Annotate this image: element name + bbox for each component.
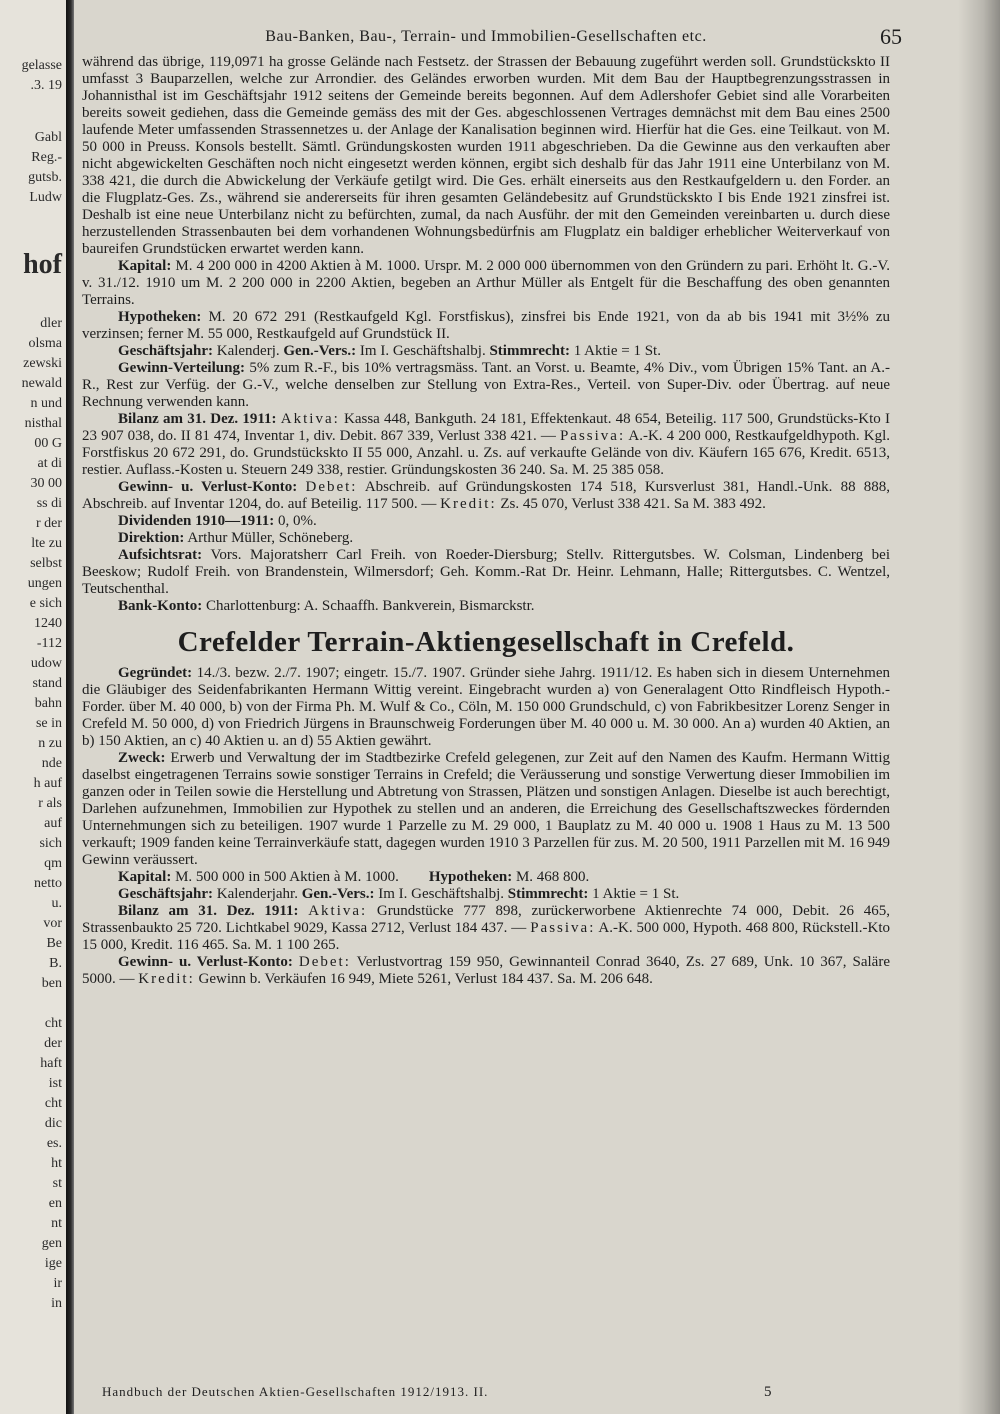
kapital-text: M. 4 200 000 in 4200 Aktien à M. 1000. Urspr. M. 2 000 000 übernommen von den Gründern zu pari. Erhöht lt. G.-V. v. 31./12. 1910 um M. 2 200 000 in 2200 Aktien, begeben an Arthur Müller als Entgelt für die Beschaffung des oben genannten Terrains. <box>82 258 891 308</box>
bankkonto-label: Bank-Konto: <box>118 598 203 614</box>
adjacent-page-fragment: 00 G <box>34 436 62 451</box>
adjacent-page-fragment: olsma <box>28 336 62 351</box>
adjacent-page-fragment: zewski <box>23 356 62 371</box>
adjacent-page-fragment: udow <box>30 656 62 671</box>
guv-label: Gewinn- u. Verlust-Konto: <box>118 479 298 495</box>
gewinnverteilung-paragraph <box>82 360 890 411</box>
adjacent-page-fragment: u. <box>51 896 62 911</box>
adjacent-page-fragment: sich <box>39 836 62 851</box>
guv-paragraph <box>82 954 890 988</box>
adjacent-page-fragment: ss di <box>36 496 62 511</box>
company-heading: Crefelder Terrain-Aktiengesellschaft in Crefeld. <box>177 626 795 658</box>
gewinnverteilung-text: 5% zum R.-F., bis 10% vertragsmäss. Tant. an Vorst. u. Beamte, 4% Div., vom Übrigen 15% Tant. an A.-R., Rest zur Verfüg. der G.-V., welche denselben zur Stellung von Extra-Res., Verteil. von Super-Div. oder Übertrag. auf neue Rechnung verwenden kann. <box>82 360 890 410</box>
adjacent-page-strip <box>0 0 66 1414</box>
adjacent-page-fragment: Ludw <box>29 190 62 205</box>
stimmrecht-text: 1 Aktie = 1 St. <box>592 886 680 902</box>
page-number: 65 <box>880 24 902 49</box>
adjacent-page-fragment: der <box>44 1036 62 1051</box>
geschaeftsjahr-paragraph <box>82 886 890 903</box>
bilanz-paragraph <box>82 411 890 479</box>
gegruendet-paragraph <box>82 665 890 750</box>
stimmrecht-label: Stimmrecht: <box>507 886 589 902</box>
adjacent-page-fragment: en <box>48 1196 62 1211</box>
zweck-label: Zweck: <box>118 750 166 766</box>
adjacent-page-fragment: h auf <box>33 776 62 791</box>
gewinnverteilung-label: Gewinn-Verteilung: <box>118 360 245 376</box>
hypotheken-text: M. 20 672 291 (Restkaufgeld Kgl. Forstfiskus), zinsfrei bis Ende 1921, von da ab bis 1941 mit 3½% zu verzinsen; ferner M. 55 000, Restkaufgeld auf Grundstück II. <box>82 309 890 342</box>
adjacent-page-fragment: lte zu <box>31 536 62 551</box>
adjacent-page-fragment: B. <box>49 956 62 971</box>
adjacent-page-fragment: gelasse <box>21 58 62 73</box>
direktion-label: Direktion: <box>118 530 185 546</box>
debet-label: Debet: <box>298 954 351 970</box>
adjacent-page-fragment: n und <box>30 396 62 411</box>
book-gutter <box>66 0 74 1414</box>
stimmrecht-label: Stimmrecht: <box>489 343 570 359</box>
dividenden-text: 0, 0%. <box>278 513 317 529</box>
adjacent-page-fragment: ben <box>41 976 62 991</box>
footer-text: Handbuch der Deutschen Aktien-Gesellschaften 1912/1913. II. <box>102 1384 489 1399</box>
bilanz-label: Bilanz am 31. Dez. 1911: <box>118 411 277 427</box>
adjacent-page-fragment: ist <box>48 1076 62 1091</box>
adjacent-page-fragment: newald <box>21 376 62 391</box>
kapital-text: M. 500 000 in 500 Aktien à M. 1000. <box>175 869 399 885</box>
adjacent-page-fragment: haft <box>40 1056 62 1071</box>
previous-company-entry <box>82 54 890 615</box>
adjacent-page-fragment: nisthal <box>24 416 62 431</box>
passiva-label: Passiva: <box>559 428 626 444</box>
aktiva-label: Aktiva: <box>308 903 368 919</box>
kapital-label: Kapital: <box>118 869 172 885</box>
genvers-label: Gen.-Vers.: <box>283 343 357 359</box>
adjacent-page-fragment: ige <box>44 1256 62 1271</box>
page-footer <box>82 1384 890 1404</box>
debet-text: Verlustvortrag 159 950, Gewinnanteil Conrad 3640, Zs. 27 689, Unk. 10 367, Saläre 5000. — <box>82 954 890 987</box>
aktiva-text: Kassa 448, Bankguth. 24 181, Effektenkaut. 48 654, Beteilig. 117 500, Grundstücks-Kto I 23 907 038, do. II 81 474, Inventar 1, div. Debit. 867 339, Verlust 338 421. — <box>82 411 891 444</box>
aufsichtsrat-paragraph <box>82 547 890 598</box>
hypotheken-text: M. 468 800. <box>515 869 590 885</box>
running-title: Bau-Banken, Bau-, Terrain- und Immobilien-Gesellschaften etc. <box>265 28 707 45</box>
passiva-text: A.-K. 4 200 000, Restkaufgeldhypoth. Kgl. Forstfiskus 20 672 291, do. Grundstückskto II 55 000, Anzahl. u. Zs. auf verkaufte Gelände von div. Käufern 165 676, Kredit. 6513, restier. Auflass.-Kosten u. Steuern 249 338, restier. Gründungskosten 36 240. Sa. M. 25 385 058. <box>82 428 890 478</box>
passiva-label: Passiva: <box>530 920 596 936</box>
adjacent-page-fragment: 1240 <box>34 616 62 631</box>
adjacent-page-fragment: Gabl <box>34 130 62 145</box>
debet-label: Debet: <box>305 479 358 495</box>
adjacent-page-fragment: dic <box>44 1116 62 1131</box>
hypotheken-paragraph <box>82 309 890 343</box>
bilanz-label: Bilanz am 31. Dez. 1911: <box>118 903 299 919</box>
adjacent-page-fragment: at di <box>37 456 62 471</box>
footer-signature: 5 <box>764 1384 773 1400</box>
passiva-text: A.-K. 500 000, Hypoth. 468 800, Rückstell.-Kto 15 000, Kredit. 116 465. Sa. M. 1 100 265. <box>82 920 891 953</box>
adjacent-page-fragment: Be <box>46 936 62 951</box>
hypotheken-label: Hypotheken: <box>118 309 202 325</box>
kredit-label: Kredit: <box>440 496 497 512</box>
bankkonto-text: Charlottenburg: A. Schaaffh. Bankverein, Bismarckstr. <box>205 598 535 614</box>
adjacent-page-fragment: selbst <box>30 556 62 571</box>
geschaeftsjahr-text: Kalenderjahr. <box>216 886 298 902</box>
kredit-text: Zs. 45 070, Verlust 338 421. Sa M. 383 492. <box>500 496 766 512</box>
adjacent-page-fragment: es. <box>46 1136 62 1151</box>
adjacent-page-fragment: r der <box>35 516 62 531</box>
kapital-paragraph <box>82 869 890 886</box>
adjacent-page-fragment: auf <box>44 816 62 831</box>
company-entry <box>82 665 890 988</box>
adjacent-page-fragment: ir <box>53 1276 62 1291</box>
gegruendet-text: 14./3. bezw. 2./7. 1907; eingetr. 15./7. 1907. Gründer siehe Jahrg. 1911/12. Es haben sich in diesem Unternehmen die Gläubiger des Seidenfabrikanten Hermann Wittig vereint. Eingebracht wurden a) von Generalagent Otto Rindfleisch Hypoth.-Forder. über M. 40 000, b) von der Firma Ph. M. Wulf & Co., Cöln, M. 150 000 Grundschuld, c) von Fabrikbesitzer Lorenz Senger in Crefeld M. 50 000, d) von Friedrich Jürgens in Braunschweig Forderungen über M. 40 000 u. M. 30 000. An a) wurden 40 Aktien, an b) 150 Aktien, an c) 40 Aktien u. an d) 55 Aktien gewährt. <box>82 665 891 749</box>
kredit-label: Kredit: <box>138 971 195 987</box>
page-content <box>82 24 902 988</box>
direktion-text: Arthur Müller, Schöneberg. <box>187 530 354 546</box>
adjacent-page-fragment: nde <box>41 756 62 771</box>
bilanz-paragraph <box>82 903 890 954</box>
hypotheken-label: Hypotheken: <box>428 869 513 885</box>
debet-text: Abschreib. auf Gründungskosten 174 518, Kursverlust 381, Handl.-Unk. 88 888, Abschreib. auf Inventar 1204, do. auf Beteilig. 117 500. — <box>82 479 891 512</box>
aktiva-label: Aktiva: <box>280 411 340 427</box>
kapital-paragraph <box>82 258 890 309</box>
adjacent-page-fragment: gen <box>41 1236 62 1251</box>
gegruendet-label: Gegründet: <box>118 665 193 681</box>
dividenden-label: Dividenden 1910—1911: <box>118 513 275 529</box>
geschaeftsjahr-paragraph <box>82 343 890 360</box>
kapital-label: Kapital: <box>118 258 172 274</box>
adjacent-page-fragment: r als <box>38 796 62 811</box>
adjacent-page-fragment: in <box>51 1296 62 1311</box>
geschaeftsjahr-label: Geschäftsjahr: <box>118 886 213 902</box>
guv-label: Gewinn- u. Verlust-Konto: <box>118 954 293 970</box>
adjacent-page-fragment: qm <box>44 856 62 871</box>
adjacent-page-fragment: cht <box>44 1016 62 1031</box>
adjacent-page-fragment: netto <box>34 876 62 891</box>
adjacent-page-fragment: 30 00 <box>30 476 62 491</box>
geschaeftsjahr-label: Geschäftsjahr: <box>118 343 213 359</box>
adjacent-page-fragment: vor <box>43 916 62 931</box>
genvers-text: Im I. Geschäftshalbj. <box>378 886 505 902</box>
adjacent-page-fragment: dler <box>40 316 62 331</box>
stimmrecht-text: 1 Aktie = 1 St. <box>573 343 661 359</box>
adjacent-page-fragment: stand <box>32 676 62 691</box>
genvers-label: Gen.-Vers.: <box>301 886 375 902</box>
zweck-paragraph <box>82 750 890 869</box>
direktion-paragraph <box>82 530 890 547</box>
zweck-text: Erwerb und Verwaltung der im Stadtbezirke Crefeld gelegenen, zur Zeit auf den Namen des Kaufm. Hermann Wittig daselbst eingetragenen Terrains sowie sonstiger Terrains in Crefeld; die Veräusserung und sonstige Verwertung dieser Immobilien im ganzen oder in Teilen sowie die Herstellung und Abtretung von Strassen, Plätzen und sonstigen Anlagen. Dieselbe ist auch berechtigt, Darlehen aufzunehmen, Immobilien zur Hypothek zu stellen und an anderen, die Erreichung des Gesellschaftszweckes fördernden Unternehmungen sich zu beteiligen. 1907 wurde 1 Parzelle zu M. 29 000, 1 Bauplatz zu M. 40 000 u. 1908 1 Haus zu M. 13 500 verkauft; 1909 fanden keine Terrainverkäufe statt, dagegen wurden 1910 3 Parzellen für zus. M. 20 500, 1911 Parzellen mit M. 16 949 Gewinn veräussert. <box>82 750 890 868</box>
page-edge-shadow <box>958 0 1000 1414</box>
dividenden-paragraph <box>82 513 890 530</box>
adjacent-page-fragment: Reg.- <box>31 150 62 165</box>
bankkonto-paragraph <box>82 598 890 615</box>
adjacent-page-fragment: hof <box>23 249 62 280</box>
adjacent-page-fragment: -112 <box>36 636 62 651</box>
adjacent-page-fragment: .3. 19 <box>30 78 62 93</box>
aufsichtsrat-text: Vors. Majoratsherr Carl Freih. von Roeder-Diersburg; Stellv. Rittergutsbes. W. Colsman, Lindenberg bei Beeskow; Rudolf Freih. von Brandenstein, Wilmersdorf; Geh. Komm.-Rat Dr. Heinr. Lehmann, Halle; Rittergutsbes. C. Wentzel, Teutschenthal. <box>82 547 890 597</box>
adjacent-page-fragment: bahn <box>34 696 62 711</box>
adjacent-page-fragment: cht <box>44 1096 62 1111</box>
running-head <box>82 24 902 54</box>
adjacent-page-fragment: ungen <box>27 576 62 591</box>
adjacent-page-fragment: n zu <box>38 736 62 751</box>
adjacent-page-fragment: se in <box>35 716 62 731</box>
aufsichtsrat-label: Aufsichtsrat: <box>118 547 203 563</box>
entry-intro-paragraph: während das übrige, 119,0971 ha grosse Gelände nach Festsetz. der Strassen der Bebauung zugeführt werden soll. Grundstückskto II umfasst 3 Bauparzellen, welche zur Arrondier. des Geländes erworben wurden. Mit dem Bau der Hauptbegrenzungsstrassen in Johannisthal ist im Geschäftsjahr 1912 seitens der Gemeinde bereits begonnen. Auf dem Adlershofer Gebiet sind alle Vorarbeiten bereits soweit gediehen, dass die Gemeinde gemäss des mit der Ges. abgeschlossenen Vertrages demnächst mit dem Bau eines 2500 laufende Meter umfassenden Strassennetzes u. der Anlage der Kanalisation beginnen wird. Hierfür hat die Ges. eine Teilkaut. von M. 50 000 in Preuss. Konsols bestellt. Sämtl. Gründungskosten wurden 1911 abgeschrieben. Da die Gewinne aus den verkauften aber nicht abgewickelten Geschäften noch nicht eingesetzt werden können, ergibt sich deshalb für das Jahr 1911 eine Unterbilanz von M. 338 421, die durch die Abwickelung der Verkäufe getilgt wird. Die Ges. erhält einerseits aus den Restkaufgeldern u. den Forder. an die Flugplatz-Ges. Zs., während sie andererseits für ihren gesamten Geländebesitz auf Grundstückskto I bis Ende 1921 zinsfrei ist. Deshalb ist eine neue Unterbilanz nicht zu befürchten, zumal, da nach Ausführ. der mit den Gemeinden vereinbarten u. durch diese herzustellenden Strassenbauten bei dem vorhandenen Wohnungsbedürfnis am Flugplatz ein baldiger erheblicher Weiterverkauf von baureifen Grundstücken erwartet werden kann. <box>82 54 890 257</box>
genvers-text: Im I. Geschäftshalbj. <box>359 343 486 359</box>
adjacent-page-fragment: gutsb. <box>28 170 62 185</box>
adjacent-page-fragment: nt <box>51 1216 62 1231</box>
adjacent-page-fragment: ht <box>51 1156 62 1171</box>
adjacent-page-fragment: st <box>52 1176 62 1191</box>
aktiva-text: Grundstücke 777 898, zurückerworbene Aktienrechte 74 000, Debit. 26 465, Strassenbaukto 25 720. Lichtkabel 9029, Kassa 2712, Verlust 184 437. — <box>82 903 891 936</box>
adjacent-page-fragment: e sich <box>29 596 62 611</box>
geschaeftsjahr-text: Kalenderj. <box>216 343 280 359</box>
guv-paragraph <box>82 479 890 513</box>
kredit-text: Gewinn b. Verkäufen 16 949, Miete 5261, Verlust 184 437. Sa. M. 206 648. <box>198 971 653 987</box>
